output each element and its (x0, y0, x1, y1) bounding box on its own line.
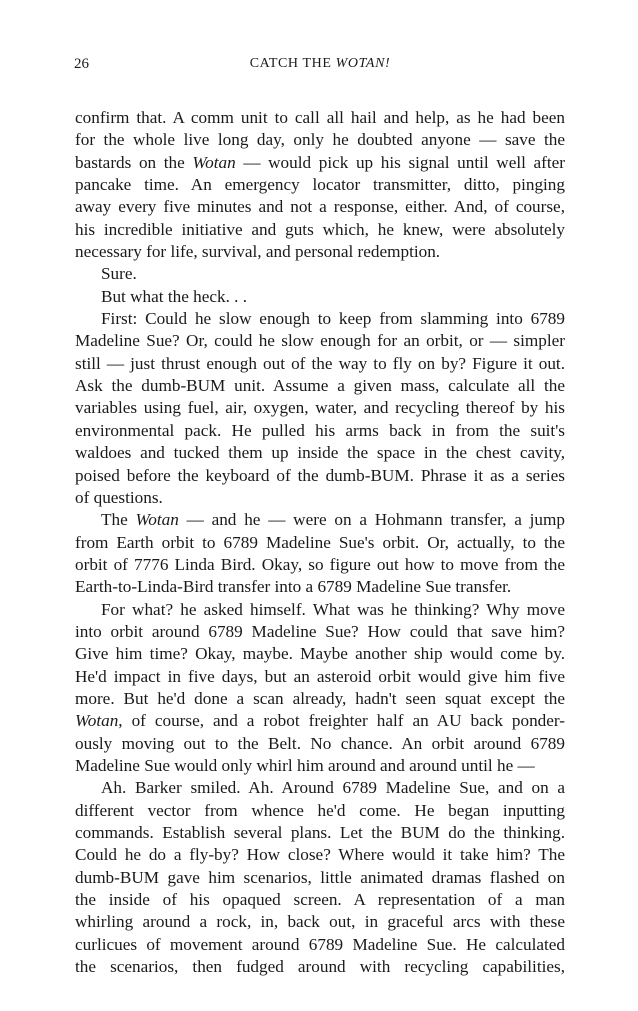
text-line: Could he do a fly-by? How close? Where would it take him? The (75, 845, 565, 865)
text-line: still — just thrust enough out of the way to fly on by? Figure it out. (75, 353, 565, 373)
text-line: for the whole live long day, only he doubted anyone — save the (75, 130, 565, 150)
text-line: the scenarios, then fudged around with recycling capabilities, (75, 957, 565, 977)
text-run: The (101, 510, 136, 530)
italic-ship-name: Wotan (192, 152, 236, 172)
running-title-italic: WOTAN! (335, 56, 391, 71)
text-line: curlicues of movement around 6789 Madeline Sue. He calculated (75, 934, 565, 954)
text-run: bastards on the (75, 152, 193, 172)
text-line: whirling around a rock, in, back out, in graceful arcs with these (75, 912, 565, 932)
text-line: from Earth orbit to 6789 Madeline Sue's orbit. Or, actually, to the (75, 532, 565, 552)
text-run: — would pick up his signal until well after (235, 152, 565, 172)
text-line: the inside of his opaqued screen. A representation of a man (75, 890, 565, 910)
text-line: variables using fuel, air, oxygen, water, and recycling thereof by his (75, 398, 565, 418)
text-line: For what? he asked himself. What was he thinking? Why move (101, 599, 565, 619)
text-line: ously moving out to the Belt. No chance. An orbit around 6789 (75, 733, 565, 753)
text-line: waldoes and tucked them up inside the space in the chest cavity, (75, 443, 565, 463)
text-line: orbit of 7776 Linda Bird. Okay, so figure out how to move from the (75, 554, 565, 574)
text-line: necessary for life, survival, and personal redemption. (75, 242, 441, 262)
text-line: different vector from whence he'd come. He began inputting (75, 800, 565, 820)
italic-ship-name: Wotan (75, 711, 119, 731)
text-line: Sure. (101, 264, 137, 284)
text-line: Ah. Barker smiled. Ah. Around 6789 Madeline Sue, and on a (101, 778, 565, 798)
text-line: He'd impact in five days, but an asteroid orbit would give him five (75, 666, 565, 686)
text-line: into orbit around 6789 Madeline Sue? How could that save him? (75, 621, 565, 641)
text-line: of questions. (75, 487, 163, 507)
running-title-text: CATCH THE (249, 56, 336, 71)
text-line: confirm that. A comm unit to call all hail and help, as he had been (75, 108, 565, 127)
text-line: pancake time. An emergency locator transmitter, ditto, pinging (75, 175, 565, 195)
text-line (75, 710, 565, 732)
text-line (75, 152, 565, 174)
text-line: But what the heck. . . (101, 286, 248, 306)
text-run: , of course, and a robot freighter half an AU back ponder- (118, 711, 565, 731)
text-line: Give him time? Okay, maybe. Maybe another ship would come by. (75, 644, 565, 664)
text-line: commands. Establish several plans. Let the BUM do the thinking. (75, 823, 565, 842)
running-head (74, 54, 566, 74)
text-line: Madeline Sue? Or, could he slow enough for an orbit, or — simpler (75, 331, 565, 351)
text-line: more. But he'd done a scan already, hadn't seen squat except the (75, 688, 565, 708)
italic-ship-name: Wotan (135, 510, 179, 530)
text-line: First: Could he slow enough to keep from slamming into 6789 (101, 309, 565, 329)
text-line: poised before the keyboard of the dumb-BUM. Phrase it as a series (75, 465, 565, 485)
text-run: — and he — were on a Hohmann transfer, a jump (178, 510, 565, 530)
text-line: dumb-BUM gave him scenarios, little animated dramas flashed on (75, 867, 565, 887)
text-line: Madeline Sue would only whirl him around and around until he — (75, 755, 535, 775)
text-line: Earth-to-Linda-Bird transfer into a 6789 Madeline Sue transfer. (75, 577, 512, 597)
text-line: away every five minutes and not a response, either. And, of course, (75, 197, 565, 217)
running-title (74, 54, 566, 74)
body-text (75, 107, 565, 978)
text-line (75, 509, 565, 531)
page-number: 26 (74, 56, 89, 72)
text-line: environmental pack. He pulled his arms back in from the suit's (75, 420, 565, 440)
text-line: his incredible initiative and guts which, he knew, were absolutely (75, 219, 565, 239)
text-line: Ask the dumb-BUM unit. Assume a given mass, calculate all the (75, 376, 565, 396)
